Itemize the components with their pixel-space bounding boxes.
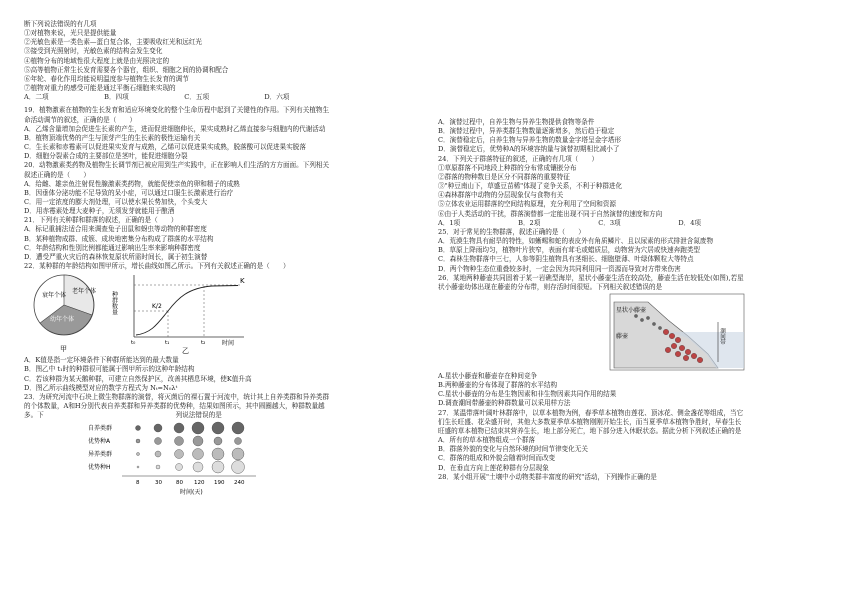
q24-item: ①草原群落不同地段上种群的分布常成镶嵌分布 xyxy=(438,163,577,172)
bubble xyxy=(175,450,184,459)
q23-stem: 23．为研究河流中石块上微生物群落的演替，将灭菌后的裸石置于河流中，统计其上自养类群和异养类群 xyxy=(24,392,330,401)
q18-item: ⑤高等植物正常生长发育需要各个器官，组织、细胞之间的协调和配合 xyxy=(24,65,229,74)
q23-figure xyxy=(24,420,424,498)
row-label-dominant-a: 优势种A xyxy=(88,438,111,446)
q27-stem-cont: 们生长旺盛、花朵盛开时，其他大多数夏季草本植物刚刚开始生长，而当夏季草本植物争胜时，早春生长 xyxy=(438,417,742,426)
q24-option-d[interactable]: D．4项 xyxy=(678,218,701,227)
bubble xyxy=(176,464,183,471)
q24-item: ④森林群落中动物的分层现象仅与食物有关 xyxy=(438,191,564,200)
star-barnacle-dot xyxy=(658,326,661,329)
q26-stem-cont: 状小藤壶幼体出现在藤壶的分布带，则存活时间很短。下列相关叙述错误的是 xyxy=(438,282,663,291)
barnacle-dot xyxy=(675,337,681,343)
bubble xyxy=(192,422,204,434)
q24-stem: 24．下列关于群落特征的叙述，正确的有几项（ ） xyxy=(438,154,599,163)
tick-240: 240 xyxy=(234,480,245,487)
bubble xyxy=(232,448,244,460)
barnacle-dot xyxy=(691,353,697,359)
tick-t2: t₂ xyxy=(201,340,206,347)
q26 xyxy=(438,274,843,409)
pie-caption: 甲 xyxy=(60,345,67,354)
q18-option-d[interactable]: D．六项 xyxy=(264,93,290,102)
q27-stem: 27．某温带落叶阔叶林群落中，以草本植物为例，春季草本植物由莲花、顶冰花、侧金盏花等组成，当它 xyxy=(438,408,744,417)
barnacle-dot xyxy=(683,355,689,361)
star-barnacle-dot xyxy=(634,314,637,317)
q22-option-b[interactable]: B．图乙中 t₁时的种群很可能属于图甲所示的这种年龄结构 xyxy=(24,365,195,374)
barnacle-dot xyxy=(669,333,675,339)
q25 xyxy=(438,228,843,274)
q19-option-a[interactable]: A．乙烯含量增加会促进生长素的产生，进而促进细胞伸长，果实成熟时乙烯直接参与细胞内的代谢活动 xyxy=(24,124,326,133)
star-barnacle-dot xyxy=(646,316,649,319)
bubble xyxy=(136,439,140,443)
barnacle-dot xyxy=(697,357,703,363)
barnacle-dot xyxy=(675,351,681,357)
q24-item: ⑤立体农业运用群落的空间结构原理，充分利用了空间和资源 xyxy=(438,200,617,209)
q23-option-b[interactable]: B．演替过程中，异养类群生物数量逐渐增多，然后趋于稳定 xyxy=(438,127,615,136)
q18-item: ①对植物来说，光只是提供能量 xyxy=(24,29,117,38)
q22-stem: 22．某种群的年龄结构如图甲所示，增长曲线如图乙所示。下列有关叙述正确的是（ ） xyxy=(24,262,290,271)
q24 xyxy=(438,155,843,228)
bubble xyxy=(175,437,184,446)
q23-option-a[interactable]: A．演替过程中，自养生物与异养生物提供食物等条件 xyxy=(438,118,595,126)
q21-option-c[interactable]: C．年龄结构和性别比例都能通过影响出生率来影响种群密度 xyxy=(24,243,201,252)
q21 xyxy=(24,216,424,262)
q18-statements xyxy=(24,20,424,93)
q26-stem: 26．某地两种藤壶共同固着于某一岩礁型海岸，星状小藤壶生活在较高处，藤壶生活在较低处(如图),若星 xyxy=(438,273,744,282)
curve-caption: 乙 xyxy=(182,347,189,356)
label-star-barnacle: 星状小藤壶 xyxy=(616,306,647,314)
barnacle-dot xyxy=(671,343,677,349)
q21-stem: 21．下列有关种群和群落的叙述，正确的是（ ） xyxy=(24,216,178,225)
tick-120: 120 xyxy=(194,480,205,487)
q21-option-a[interactable]: A．标记重捕法适合用来调查兔子田鼠和蚜虫等动物的种群密度 xyxy=(24,225,207,234)
q24-item: ③"种豆南山下，草盛豆苗稀"体现了竞争关系，不利于种群进化 xyxy=(438,182,623,191)
q18-option-b[interactable]: B．四项 xyxy=(104,93,129,102)
q23-option-c[interactable]: C．演替稳定后，自养生物与异养生物的数量金字塔呈金字塔形 xyxy=(438,136,622,145)
bubble xyxy=(232,461,245,474)
q23-stem-cont: 的个体数量，A和H分别代表自养类群和异养类群的优势种，结果如图所示，其中圆圈越大，种群数量越 xyxy=(24,402,325,410)
tick-30: 30 xyxy=(155,480,162,487)
tick-t0: t₀ xyxy=(131,340,136,347)
q22-figure xyxy=(24,271,424,356)
barnacle-dot xyxy=(665,347,671,353)
k2-label: K/2 xyxy=(152,303,162,311)
pie-label-old: 衰年个体 xyxy=(42,292,67,300)
q28-stem: 28．某小组开展"土壤中小动物类群丰富度的研究"活动，下列操作正确的是 xyxy=(438,472,657,481)
q22-option-d[interactable]: D．图乙所示曲线模型对应的数学方程式为 Nₜ=N₀λᵗ xyxy=(24,383,178,392)
q18-item: ②光敏色素是一类色素—蛋白复合体，主要吸收红光和远红光 xyxy=(24,38,203,47)
bubble xyxy=(156,465,160,469)
bubble xyxy=(154,424,162,432)
star-barnacle-dot xyxy=(652,322,655,325)
bubble xyxy=(193,436,203,446)
barnacle-dot xyxy=(663,329,669,335)
q20-option-a[interactable]: A．给雌、雄亲鱼注射促性腺激素类药物，就能促使亲鱼的卵和精子的成熟 xyxy=(24,179,240,188)
q23-stem-end: 多。下 列说法错误的是 xyxy=(24,411,222,420)
q20-option-b[interactable]: B．因垂体分泌功能不足导致的呆小症，可以通过口服生长激素进行治疗 xyxy=(24,188,234,197)
bubble xyxy=(137,466,139,468)
q20 xyxy=(24,161,424,216)
left-column xyxy=(24,20,424,498)
bubble xyxy=(155,451,161,457)
bubble xyxy=(193,449,204,460)
label-barnacle: 藤壶 xyxy=(616,332,629,340)
q24-item: ②群落的物种数目是区分不同群落的重要特征 xyxy=(438,172,570,181)
q19-option-d[interactable]: D．细胞分裂素合成的主要部位是茎叶，能促进细胞分裂 xyxy=(24,152,188,161)
q25-option-a[interactable]: A．荒漠生物具有耐旱的特性，如蜥蜴和蛇的表皮外有角质鳞片、且以尿素的形式排泄含氮废物 xyxy=(438,237,714,246)
row-label-dominant-h: 优势种H xyxy=(88,464,111,472)
q25-option-b[interactable]: B．草原上降雨均匀，植物叶片狭窄，表面有茸毛或蜡质层，动物营为穴居或快速奔跑类型 xyxy=(438,246,700,255)
q26-option-b[interactable]: B.两种藤壶的分布体现了群落的水平结构 xyxy=(438,381,558,390)
q18-option-a[interactable]: A．二项 xyxy=(24,93,49,102)
q19-stem: 19．植物激素在植物的生长发育和适应环境变化的整个生命历程中起到了关键性的作用。下列有关植物生 xyxy=(24,106,330,115)
q19-stem-cont: 命活动调节的叙述，正确的是（ ） xyxy=(24,115,137,124)
q20-option-d[interactable]: D．用赤霉素处理大麦种子，无须发芽就能用于酿酒 xyxy=(24,207,175,216)
bubble-chart xyxy=(88,420,258,498)
q18-item: ⑦植物对重力的感受可能是通过平衡石细胞来实现的 xyxy=(24,84,176,93)
bubble xyxy=(232,422,244,434)
q24-option-a[interactable]: A．1项 xyxy=(438,218,461,227)
bubble xyxy=(235,438,242,445)
q24-options xyxy=(438,219,843,228)
q23 xyxy=(24,393,424,498)
barnacle-dot xyxy=(685,349,691,355)
bubble xyxy=(193,462,203,472)
q19 xyxy=(24,106,424,161)
q23-option-d[interactable]: D．演替稳定后，优势种A的环境容纳量与演替初期相比减小了 xyxy=(438,145,620,154)
pie-label-aged: 老年个体 xyxy=(72,288,97,296)
q27 xyxy=(438,409,843,473)
q18-item: ④植物分布的地域性很大程度上就是由光照决定的 xyxy=(24,56,170,65)
tick-190: 190 xyxy=(214,480,225,487)
bubble xyxy=(212,448,224,460)
q18-item: ③接受到光照射时，光敏色素的结构会发生变化 xyxy=(24,47,163,56)
tick-t1: t₁ xyxy=(165,340,170,347)
q27-option-b[interactable]: B．群落外貌的变化与自然环境的时间节律变化无关 xyxy=(438,445,588,454)
bubble xyxy=(212,422,224,434)
barnacle-diagram xyxy=(608,292,748,372)
k-label: K xyxy=(240,277,245,286)
x-label: 时间 xyxy=(222,340,235,348)
y-label: 种群数量 xyxy=(110,291,118,316)
q22-option-a[interactable]: A．K值是指一定环境条件下种群所能达到的最大数量 xyxy=(24,356,179,365)
q25-stem: 25．对于常见的生物群落，叙述正确的是（ ） xyxy=(438,227,585,236)
tick-8: 8 xyxy=(136,480,140,487)
q26-option-a[interactable]: A.星状小藤壶和藤壶存在种间竞争 xyxy=(438,371,538,380)
q24-option-c[interactable]: C．3项 xyxy=(598,218,621,227)
bubble xyxy=(137,453,140,456)
bubble xyxy=(212,461,224,473)
label-intertidal: 潮间带 xyxy=(719,327,725,345)
age-structure-pie xyxy=(30,271,102,355)
q19-option-b[interactable]: B．植物顶端优势的产生与顶芽产生的生长素的极性运输有关 xyxy=(24,133,201,142)
row-label-autotroph: 自养类群 xyxy=(88,425,113,433)
q27-option-a[interactable]: A．所有的草本植物组成一个群落 xyxy=(438,436,536,445)
q21-option-b[interactable]: B．某种植物成群、成簇、成块地密集分布构成了群落的水平结构 xyxy=(24,234,214,243)
q22-option-c[interactable]: C．若该种群为某天鹅种群，可建立自然保护区，改善其栖息环境，使K值升高 xyxy=(24,374,252,383)
q27-option-d[interactable]: D．在垂直方向上莲花种群有分层现象 xyxy=(438,463,549,472)
right-column xyxy=(438,118,843,482)
bubble xyxy=(136,426,141,431)
q26-option-c[interactable]: C.星状小藤壶的分布是生物因素和非生物因素共同作用的结果 xyxy=(438,390,617,399)
q23-options xyxy=(438,118,843,155)
pie-label-young: 幼年个体 xyxy=(50,316,75,324)
q24-item: ⑥由于人类活动的干扰，群落演替都一定能出现不同于自然演替的速度和方向 xyxy=(438,209,663,218)
q18-stem: 断下列说法错误的有几项 xyxy=(24,20,97,28)
star-barnacle-dot xyxy=(640,318,643,321)
q19-option-c[interactable]: C．生长素和赤霉素可以促进果实发育与成熟，乙烯可以促进果实成熟，脱落酸可以促进果实脱落 xyxy=(24,143,306,152)
q24-option-b[interactable]: B．2项 xyxy=(518,218,541,227)
bubble xyxy=(155,438,162,445)
q27-stem-end: 旺盛的草本植物已结束其营养生长，地上部分死亡，地下部分进入休眠状态。据此分析下列叙述正确的是 xyxy=(438,426,742,435)
q20-stem: 20．动物激素类药物及植物生长调节剂已被应用到生产实践中，正在影响人们生活的方方面面。下列相关 xyxy=(24,161,330,170)
row-label-heterotroph: 异养类群 xyxy=(88,451,113,459)
q20-stem-cont: 叙述正确的是（ ） xyxy=(24,170,90,179)
s-curve xyxy=(136,286,238,336)
q26-option-d[interactable]: D.调查潮间带藤壶的种群数量可以采用样方法 xyxy=(438,399,571,408)
q25-option-c[interactable]: C．森林生物群落中三七，人参等阴生植物具有茎细长、细胞壁薄、叶绿体颗粒大等特点 xyxy=(438,255,694,264)
q18-options xyxy=(24,93,424,102)
q22 xyxy=(24,262,424,393)
q18-item: ⑥年轮、春化作用均能说明温度参与植物生长发育的调节 xyxy=(24,74,189,83)
growth-curve-chart xyxy=(112,271,252,355)
q25-option-d[interactable]: D．两个物种生态位重叠较多时，一定会因为共同利用同一资源而导致对方带来伤害 xyxy=(438,264,681,273)
q20-option-c[interactable]: C．用一定浓度的膨大剂处理，可以使水果长势加快，个头变大 xyxy=(24,197,208,206)
q18-option-c[interactable]: C．五项 xyxy=(184,93,210,102)
q21-option-d[interactable]: D．遭受严重火灾后的森林恢复原状所需时间长，属于初生演替 xyxy=(24,252,208,261)
tick-80: 80 xyxy=(176,480,183,487)
x-label: 时间(天) xyxy=(180,489,203,497)
bubble xyxy=(214,437,222,445)
q27-option-c[interactable]: C．群落的组成和外貌会随着时间而改变 xyxy=(438,454,556,463)
q26-figure xyxy=(438,292,843,372)
barnacle-dot xyxy=(679,345,685,351)
bubble xyxy=(174,423,184,433)
